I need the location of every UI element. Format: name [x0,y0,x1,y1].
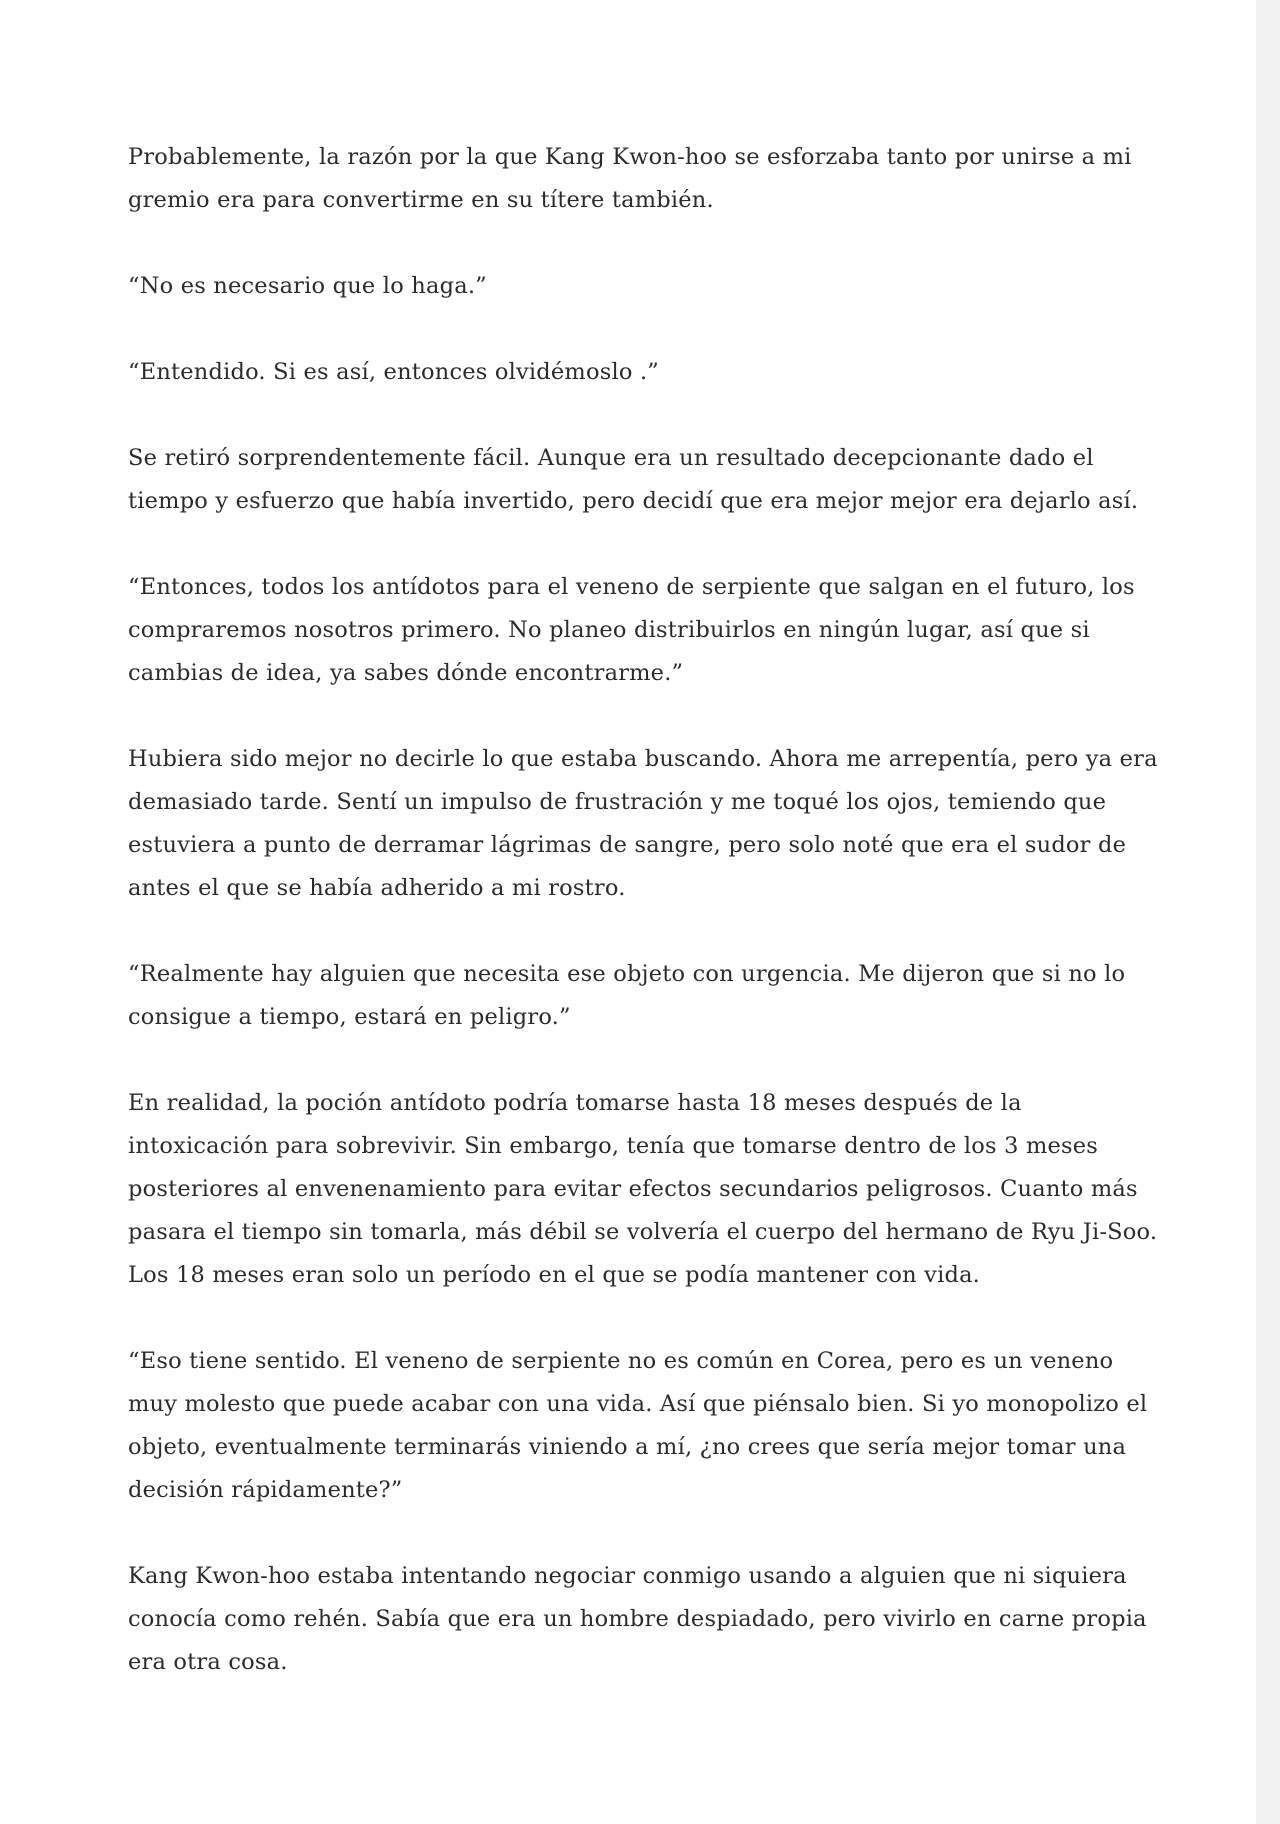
paragraph: Hubiera sido mejor no decirle lo que estaba buscando. Ahora me arrepentía, pero ya era demasiado tarde. Sentí un impulso de frustración y me toqué los ojos, temiendo que estuviera a punto de derramar lágrimas de sangre, pero solo noté que era el sudor de antes el que se había adherido a mi rostro. [128,746,1158,901]
paragraph: “Eso tiene sentido. El veneno de serpiente no es común en Corea, pero es un veneno muy molesto que puede acabar con una vida. Así que piénsalo bien. Si yo monopolizo el objeto, eventualmente terminarás viniendo a mí, ¿no crees que sería mejor tomar una decisión rápidamente?” [128,1348,1148,1503]
paragraph: “Entonces, todos los antídotos para el veneno de serpiente que salgan en el futuro, los compraremos nosotros primero. No planeo distribuirlos en ningún lugar, así que si cambias de idea, ya sabes dónde encontrarme.” [128,574,1135,686]
paragraph: Kang Kwon-hoo estaba intentando negociar conmigo usando a alguien que ni siquiera conocía como rehén. Sabía que era un hombre despiadado, pero vivirlo en carne propia era otra cosa. [128,1563,1147,1675]
paragraph: “Entendido. Si es así, entonces olvidémoslo .” [128,359,660,385]
paragraph: Probablemente, la razón por la que Kang Kwon-hoo se esforzaba tanto por unirse a mi gremio era para convertirme en su títere también. [128,144,1132,213]
scrollbar-track[interactable] [1256,0,1280,1824]
paragraph: “No es necesario que lo haga.” [128,273,487,299]
document-body [128,136,1158,1727]
paragraph: “Realmente hay alguien que necesita ese objeto con urgencia. Me dijeron que si no lo consigue a tiempo, estará en peligro.” [128,961,1126,1030]
paragraph: En realidad, la poción antídoto podría tomarse hasta 18 meses después de la intoxicación para sobrevivir. Sin embargo, tenía que tomarse dentro de los 3 meses posteriores al envenenamiento para evitar efectos secundarios peligrosos. Cuanto más pasara el tiempo sin tomarla, más débil se volvería el cuerpo del hermano de Ryu Ji-Soo. Los 18 meses eran solo un período en el que se podía mantener con vida. [128,1090,1158,1288]
paragraph: Se retiró sorprendentemente fácil. Aunque era un resultado decepcionante dado el tiempo y esfuerzo que había invertido, pero decidí que era mejor mejor era dejarlo así. [128,445,1139,514]
